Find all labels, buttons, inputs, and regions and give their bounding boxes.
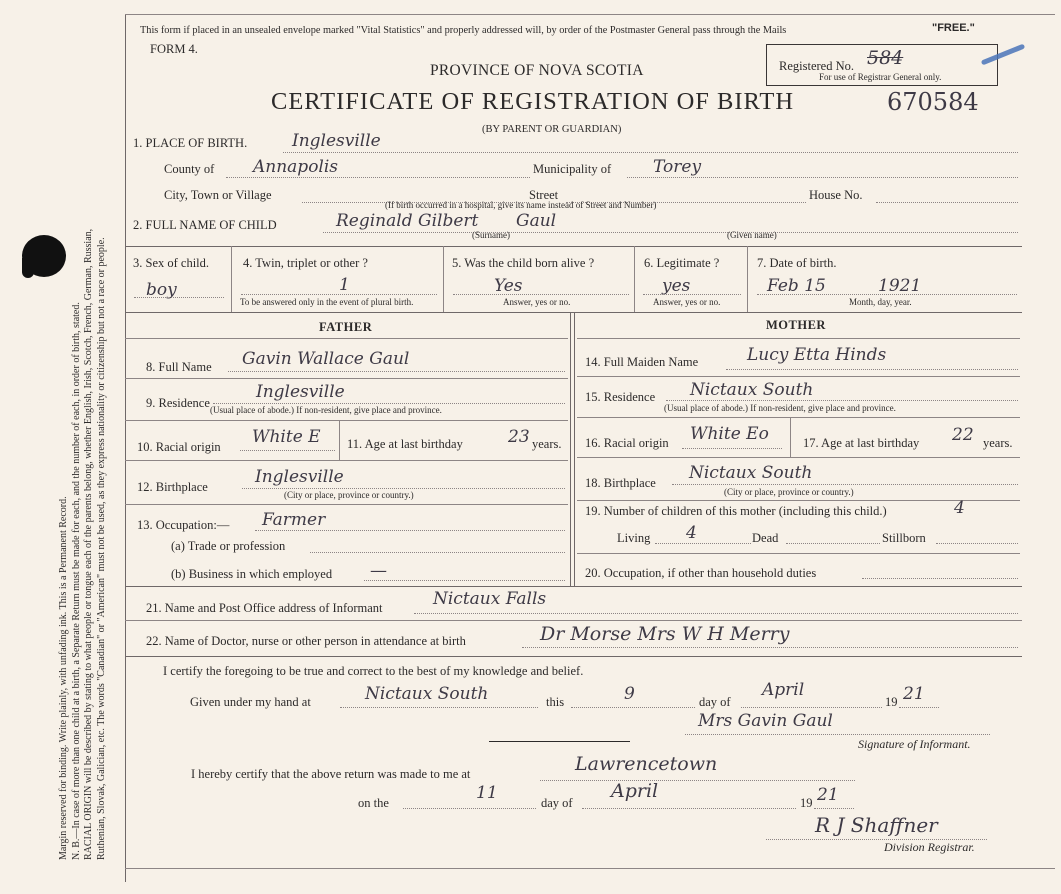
father-business-value: —	[370, 561, 387, 581]
father-trade-label: (a) Trade or profession	[171, 539, 286, 553]
mother-residence-label: 15. Residence	[585, 390, 656, 404]
registrar-signature-label: Division Registrar.	[884, 840, 975, 854]
mother-residence-value: Nictaux South	[690, 380, 814, 400]
twin-label: 4. Twin, triplet or other ?	[243, 256, 368, 270]
binding-hole-shadow-icon	[22, 258, 34, 278]
dob-value: Feb 15	[767, 276, 826, 296]
form-number: FORM 4.	[150, 42, 198, 56]
mother-birthplace-note: (City or place, province or country.)	[724, 487, 854, 497]
margin-note-1: Margin reserved for binding. Write plainly, with unfading ink. This is a Permanent Record.	[58, 496, 69, 860]
surname-note: (Surname)	[472, 230, 510, 240]
certify-statement: I certify the foregoing to be true and correct to the best of my knowledge and belief.	[163, 664, 584, 678]
living-value: 4	[686, 523, 697, 543]
registered-label: Registered No.	[779, 59, 854, 73]
certify-day-of-label: day of	[699, 695, 731, 709]
certify-year-value: 21	[903, 684, 925, 704]
mother-heading: MOTHER	[766, 318, 826, 332]
certify-month-value: April	[762, 680, 805, 700]
father-age-unit: years.	[532, 437, 562, 451]
margin-note-4: Ruthenian, Slovak, Galician, etc. The words "Canadian" or "American" must not be used, as they express nationality or citizenship but not a race or people.	[95, 237, 107, 860]
born-alive-value: Yes	[494, 276, 523, 296]
legitimate-value: yes	[662, 276, 691, 296]
registrar-month-value: April	[611, 780, 659, 802]
father-racial-label: 10. Racial origin	[137, 440, 221, 454]
twin-note: To be answered only in the event of plural birth.	[240, 297, 414, 307]
registrar-place-value: Lawrencetown	[575, 753, 718, 775]
mother-age-value: 22	[952, 425, 974, 445]
free-label: "FREE."	[932, 22, 975, 34]
father-age-label: 11. Age at last birthday	[347, 437, 463, 451]
registrar-year-prefix: 19	[800, 796, 813, 810]
province-heading: PROVINCE OF NOVA SCOTIA	[430, 62, 644, 79]
place-of-birth-value: Inglesville	[292, 131, 381, 151]
informant-signature-label: Signature of Informant.	[858, 737, 971, 751]
registered-number: 584	[867, 47, 904, 69]
place-of-birth-label: 1. PLACE OF BIRTH.	[133, 136, 248, 150]
city-label: City, Town or Village	[164, 188, 272, 202]
dob-label: 7. Date of birth.	[757, 256, 837, 270]
hospital-note: (If birth occurred in a hospital, give its name instead of Street and Number)	[385, 200, 657, 210]
registrar-year-value: 21	[817, 785, 839, 805]
street-label: Street	[529, 188, 559, 202]
informant-signature: Mrs Gavin Gaul	[698, 711, 833, 731]
mother-birthplace-value: Nictaux South	[689, 463, 813, 483]
mother-occupation-label: 20. Occupation, if other than household duties	[585, 566, 817, 580]
father-racial-value: White E	[252, 427, 321, 447]
father-name-label: 8. Full Name	[146, 360, 212, 374]
given-place-value: Nictaux South	[365, 684, 489, 704]
living-label: Living	[617, 531, 651, 545]
mother-age-unit: years.	[983, 436, 1013, 450]
left-border	[125, 14, 126, 882]
registered-box	[766, 44, 998, 86]
father-birthplace-note: (City or place, province or country.)	[284, 490, 414, 500]
registrar-day-value: 11	[476, 783, 498, 803]
county-label: County of	[164, 162, 215, 176]
mother-racial-label: 16. Racial origin	[585, 436, 669, 450]
registrar-signature: R J Shaffner	[815, 813, 938, 837]
informant-value: Nictaux Falls	[433, 589, 547, 609]
certificate-subtitle: (BY PARENT OR GUARDIAN)	[482, 124, 622, 135]
registrar-day-of-label: day of	[541, 796, 573, 810]
certificate-title: CERTIFICATE OF REGISTRATION OF BIRTH	[271, 88, 795, 115]
child-name-label: 2. FULL NAME OF CHILD	[133, 218, 277, 232]
doctor-label: 22. Name of Doctor, nurse or other person in attendance at birth	[146, 634, 466, 648]
county-value: Annapolis	[253, 157, 339, 177]
father-occupation-value: Farmer	[262, 510, 326, 530]
sex-label: 3. Sex of child.	[133, 256, 210, 270]
father-age-value: 23	[508, 427, 530, 447]
registrar-statement: I hereby certify that the above return was made to me at	[191, 767, 471, 781]
certify-year-prefix: 19	[885, 695, 898, 709]
this-label: this	[546, 695, 565, 709]
father-name-value: Gavin Wallace Gaul	[242, 349, 410, 369]
legitimate-note: Answer, yes or no.	[653, 297, 721, 307]
house-number-label: House No.	[809, 188, 863, 202]
child-given-name: Reginald Gilbert	[336, 211, 479, 231]
father-residence-note: (Usual place of abode.) If non-resident, give place and province.	[210, 405, 442, 415]
father-business-label: (b) Business in which employed	[171, 567, 333, 581]
child-surname: Gaul	[516, 211, 557, 231]
doctor-value: Dr Morse Mrs W H Merry	[540, 623, 790, 645]
father-birthplace-label: 12. Birthplace	[137, 480, 208, 494]
dob-note: Month, day, year.	[849, 297, 912, 307]
mother-residence-note: (Usual place of abode.) If non-resident, give place and province.	[664, 403, 896, 413]
legitimate-label: 6. Legitimate ?	[644, 256, 720, 270]
municipality-value: Torey	[653, 157, 702, 177]
informant-label: 21. Name and Post Office address of Informant	[146, 601, 383, 615]
father-residence-value: Inglesville	[256, 382, 345, 402]
margin-notes	[58, 0, 108, 860]
mother-name-label: 14. Full Maiden Name	[585, 355, 699, 369]
father-occupation-label: 13. Occupation:—	[137, 518, 230, 532]
mother-racial-value: White Eo	[690, 424, 769, 444]
mother-age-label: 17. Age at last birthday	[803, 436, 920, 450]
father-birthplace-value: Inglesville	[255, 467, 344, 487]
given-name-note: (Given name)	[727, 230, 777, 240]
father-heading: FATHER	[319, 320, 373, 334]
mother-birthplace-label: 18. Birthplace	[585, 476, 656, 490]
stillborn-label: Stillborn	[882, 531, 926, 545]
postal-notice: This form if placed in an unsealed envelope marked "Vital Statistics" and properly addressed will, by order of the Postmaster General pass through the Mails	[140, 25, 787, 36]
born-alive-note: Answer, yes or no.	[503, 297, 571, 307]
registrar-on-label: on the	[358, 796, 389, 810]
father-residence-label: 9. Residence	[146, 396, 210, 410]
sex-value: boy	[146, 280, 177, 300]
twin-value: 1	[339, 275, 350, 295]
mother-name-value: Lucy Etta Hinds	[747, 345, 887, 365]
dead-label: Dead	[752, 531, 779, 545]
top-border	[125, 14, 1055, 15]
margin-note-3: RACIAL ORIGIN will be described by stating to what people or tongue each of the parents belong, whether English, Irish, Scotch, French, German, Russian,	[83, 228, 95, 860]
born-alive-label: 5. Was the child born alive ?	[452, 256, 595, 270]
mother-children-value: 4	[954, 498, 965, 518]
given-label: Given under my hand at	[190, 695, 311, 709]
municipality-label: Municipality of	[533, 162, 612, 176]
margin-note-2: N. B.—In case of more than one child at a birth, a Separate Return must be made for each, and the number of each, in order of birth, stated.	[70, 302, 82, 860]
registrar-only-note: For use of Registrar General only.	[819, 72, 942, 82]
certificate-number: 670584	[887, 88, 979, 116]
dob-year: 1921	[878, 276, 922, 296]
certify-day-value: 9	[624, 684, 635, 704]
mother-children-label: 19. Number of children of this mother (including this child.)	[585, 504, 887, 518]
